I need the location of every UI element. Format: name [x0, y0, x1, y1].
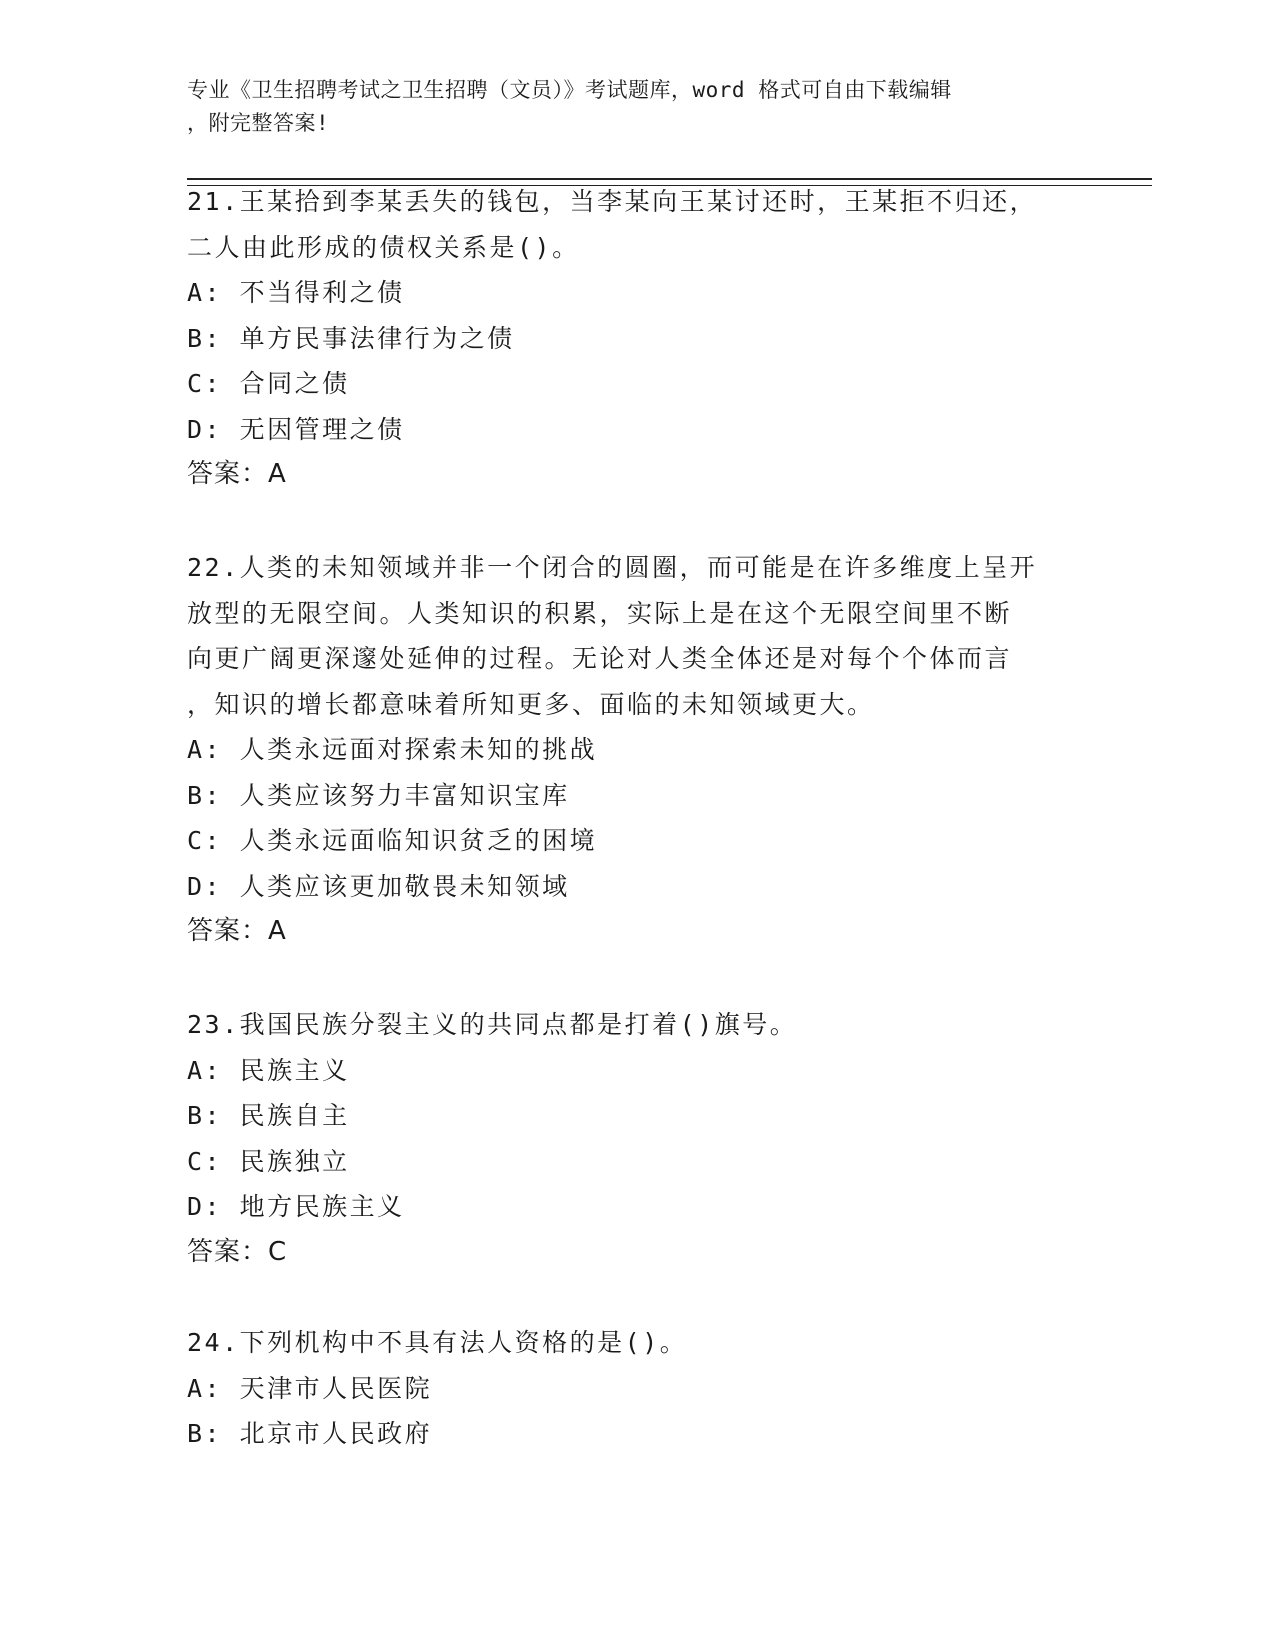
option-d: D: 无因管理之债	[187, 414, 405, 444]
option-c: C: 民族独立	[187, 1146, 350, 1176]
option-b: B: 单方民事法律行为之债	[187, 323, 515, 353]
option-a: A: 人类永远面对探索未知的挑战	[187, 735, 598, 764]
header-note	[187, 74, 1067, 140]
question-stem-line: 23.我国民族分裂主义的共同点都是打着()旗号。	[187, 1010, 798, 1039]
answer: 答案：A	[187, 916, 287, 946]
option-b: B: 人类应该努力丰富知识宝库	[187, 780, 570, 810]
question-stem-line: 放型的无限空间。人类知识的积累，实际上是在这个无限空间里不断	[187, 598, 1013, 628]
option-b: B: 北京市人民政府	[187, 1419, 433, 1448]
option-d: D: 人类应该更加敬畏未知领域	[187, 871, 570, 901]
header-line-2: ，附完整答案!	[187, 111, 330, 135]
answer: 答案：A	[187, 459, 287, 489]
option-a: A: 天津市人民医院	[187, 1373, 433, 1403]
option-a: A: 民族主义	[187, 1055, 350, 1085]
question-21	[187, 179, 1087, 498]
option-b: B: 民族自主	[187, 1101, 350, 1130]
question-24	[187, 1320, 1087, 1457]
question-stem-line: 向更广阔更深邃处延伸的过程。无论对人类全体还是对每个个体而言	[187, 644, 1013, 673]
option-c: C: 人类永远面临知识贫乏的困境	[187, 826, 598, 855]
question-stem-line: 24.下列机构中不具有法人资格的是()。	[187, 1328, 688, 1357]
option-d: D: 地方民族主义	[187, 1192, 405, 1221]
question-stem-line: 二人由此形成的债权关系是()。	[187, 232, 580, 262]
question-stem-line: ，知识的增长都意味着所知更多、面临的未知领域更大。	[187, 689, 875, 719]
answer: 答案：C	[187, 1236, 288, 1267]
question-stem-line: 22.人类的未知领域并非一个闭合的圆圈，而可能是在许多维度上呈开	[187, 553, 1038, 582]
question-23	[187, 1002, 1087, 1275]
header-line-1: 专业《卫生招聘考试之卫生招聘（文员）》考试题库，word 格式可自由下载编辑	[187, 78, 952, 102]
option-c: C: 合同之债	[187, 369, 350, 398]
option-a: A: 不当得利之债	[187, 278, 405, 307]
question-stem-line: 21.王某拾到李某丢失的钱包，当李某向王某讨还时，王某拒不归还，	[187, 187, 1038, 216]
question-22	[187, 545, 1087, 955]
